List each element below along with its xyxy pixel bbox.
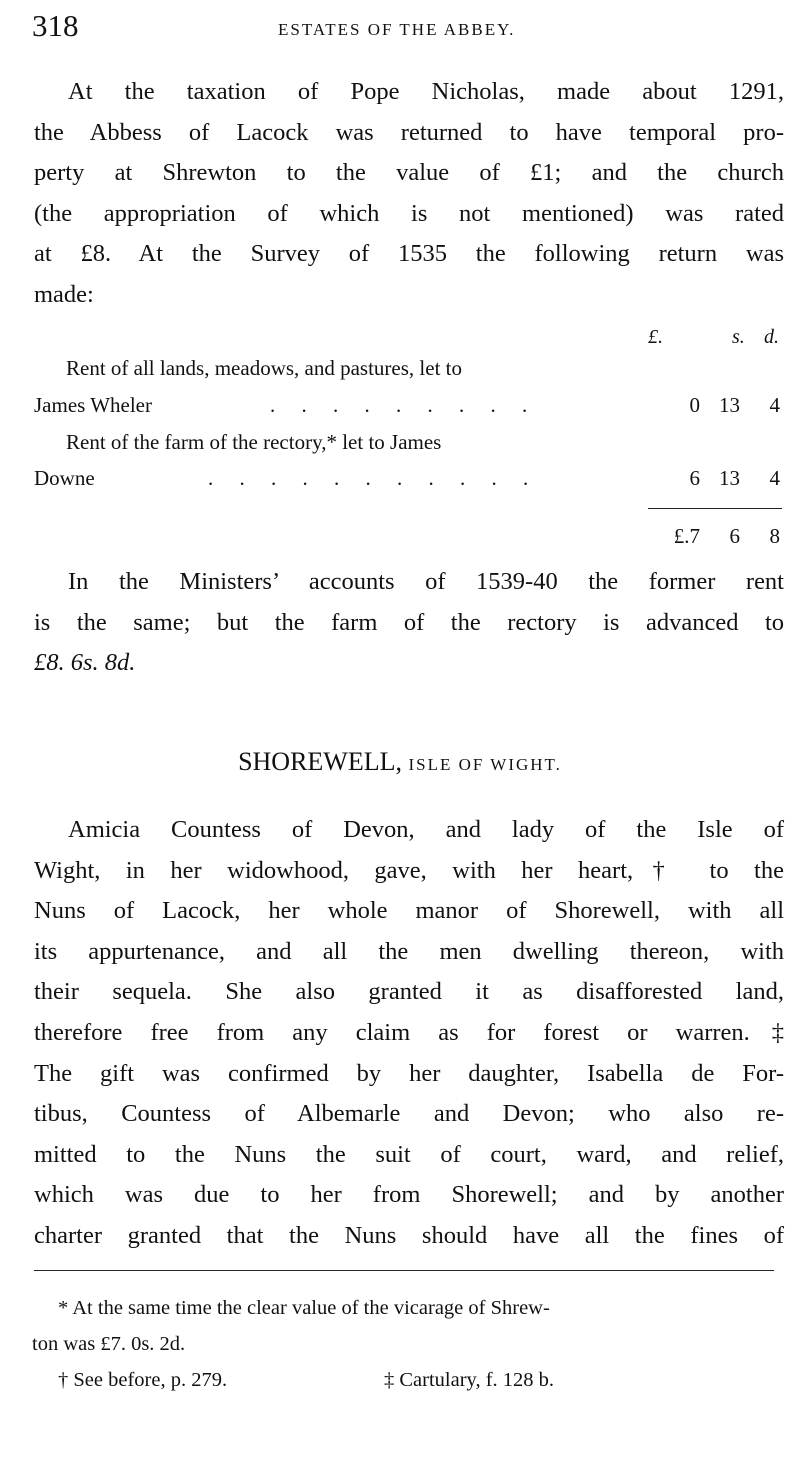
text-line: £8. 6s. 8d. (34, 649, 136, 677)
table-row (34, 387, 784, 423)
table-row (34, 518, 784, 554)
footnote-double-dagger: ‡ Cartulary, f. 128 b. (384, 1369, 555, 1391)
table-row (34, 424, 784, 460)
dot-leader: . . . . . . . . . . . (208, 466, 529, 490)
footnote-dagger-row (32, 1362, 782, 1398)
text-line: The gift was confirmed by her daughter, Isabella de For- (34, 1059, 784, 1087)
ministers-paragraph (34, 562, 784, 684)
section-heading (0, 742, 800, 785)
pounds-header: £. (648, 326, 663, 348)
page-number: 318 (32, 8, 79, 43)
shillings-value: 13 (719, 466, 740, 490)
text-line: at £8. At the Survey of 1535 the following return was (34, 240, 784, 268)
total-pounds: £.7 (673, 524, 700, 548)
text-line: charter granted that the Nuns should have all the fines of (34, 1221, 784, 1249)
dot-leader: . . . . . . . . . (270, 393, 528, 417)
shillings-value: 13 (719, 393, 740, 417)
shillings-header: s. (732, 326, 745, 348)
text-line: Wight, in her widowhood, gave, with her heart,† to the (34, 856, 784, 884)
total-shillings: 6 (729, 524, 740, 548)
entry-description: Rent of the farm of the rectory,* let to James (66, 430, 442, 454)
text-line: Nuns of Lacock, her whole manor of Shorewell, with all (34, 897, 784, 925)
text-line: tibus, Countess of Albemarle and Devon; who also re- (34, 1100, 784, 1128)
shorewell-paragraph (34, 810, 784, 1257)
footnote-star-line: * At the same time the clear value of the vicarage of Shrew- (58, 1297, 550, 1319)
intro-paragraph (34, 72, 784, 316)
pence-value: 4 (769, 466, 780, 490)
text-line: the Abbess of Lacock was returned to have temporal pro- (34, 118, 784, 146)
text-line: its appurtenance, and all the men dwelling thereon, with (34, 937, 784, 965)
text-line: made: (34, 280, 94, 308)
pounds-value: 6 (689, 466, 700, 490)
text-line: Amicia Countess of Devon, and lady of the Isle of (68, 816, 784, 843)
text-line: In the Ministers’ accounts of 1539-40 the former rent (68, 568, 784, 595)
section-subtitle: ISLE OF WIGHT. (408, 755, 562, 774)
pence-header: d. (764, 326, 779, 348)
text-line: perty at Shrewton to the value of £1; and the church (34, 159, 784, 187)
entry-description: James Wheler (34, 393, 152, 417)
footnotes (32, 1290, 782, 1398)
footnote-star-line: ton was £7. 0s. 2d. (32, 1333, 186, 1355)
text-line: their sequela. She also granted it as disafforested land, (34, 978, 784, 1006)
table-row (34, 460, 784, 496)
footnote-dagger: † See before, p. 279. (58, 1369, 228, 1391)
pounds-value: 0 (689, 393, 700, 417)
page-header (32, 6, 792, 46)
total-rule (648, 508, 782, 509)
text-line: is the same; but the farm of the rectory is advanced to (34, 608, 784, 636)
text-line: mitted to the Nuns the suit of court, ward, and relief, (34, 1140, 784, 1168)
text-line: At the taxation of Pope Nicholas, made about 1291, (68, 78, 784, 105)
running-head: ESTATES OF THE ABBEY. (278, 20, 516, 39)
text-line: which was due to her from Shorewell; and by another (34, 1181, 784, 1209)
total-pence: 8 (769, 524, 780, 548)
text-line: (the appropriation of which is not mentioned) was rated (34, 199, 784, 227)
section-title: SHOREWELL, (238, 747, 402, 776)
entry-description: Downe (34, 466, 95, 490)
entry-description: Rent of all lands, meadows, and pastures, let to (66, 356, 462, 380)
text-line: therefore free from any claim as for forest or warren.‡ (34, 1018, 784, 1046)
pence-value: 4 (769, 393, 780, 417)
footnote-rule (34, 1270, 774, 1271)
table-row (34, 350, 784, 386)
